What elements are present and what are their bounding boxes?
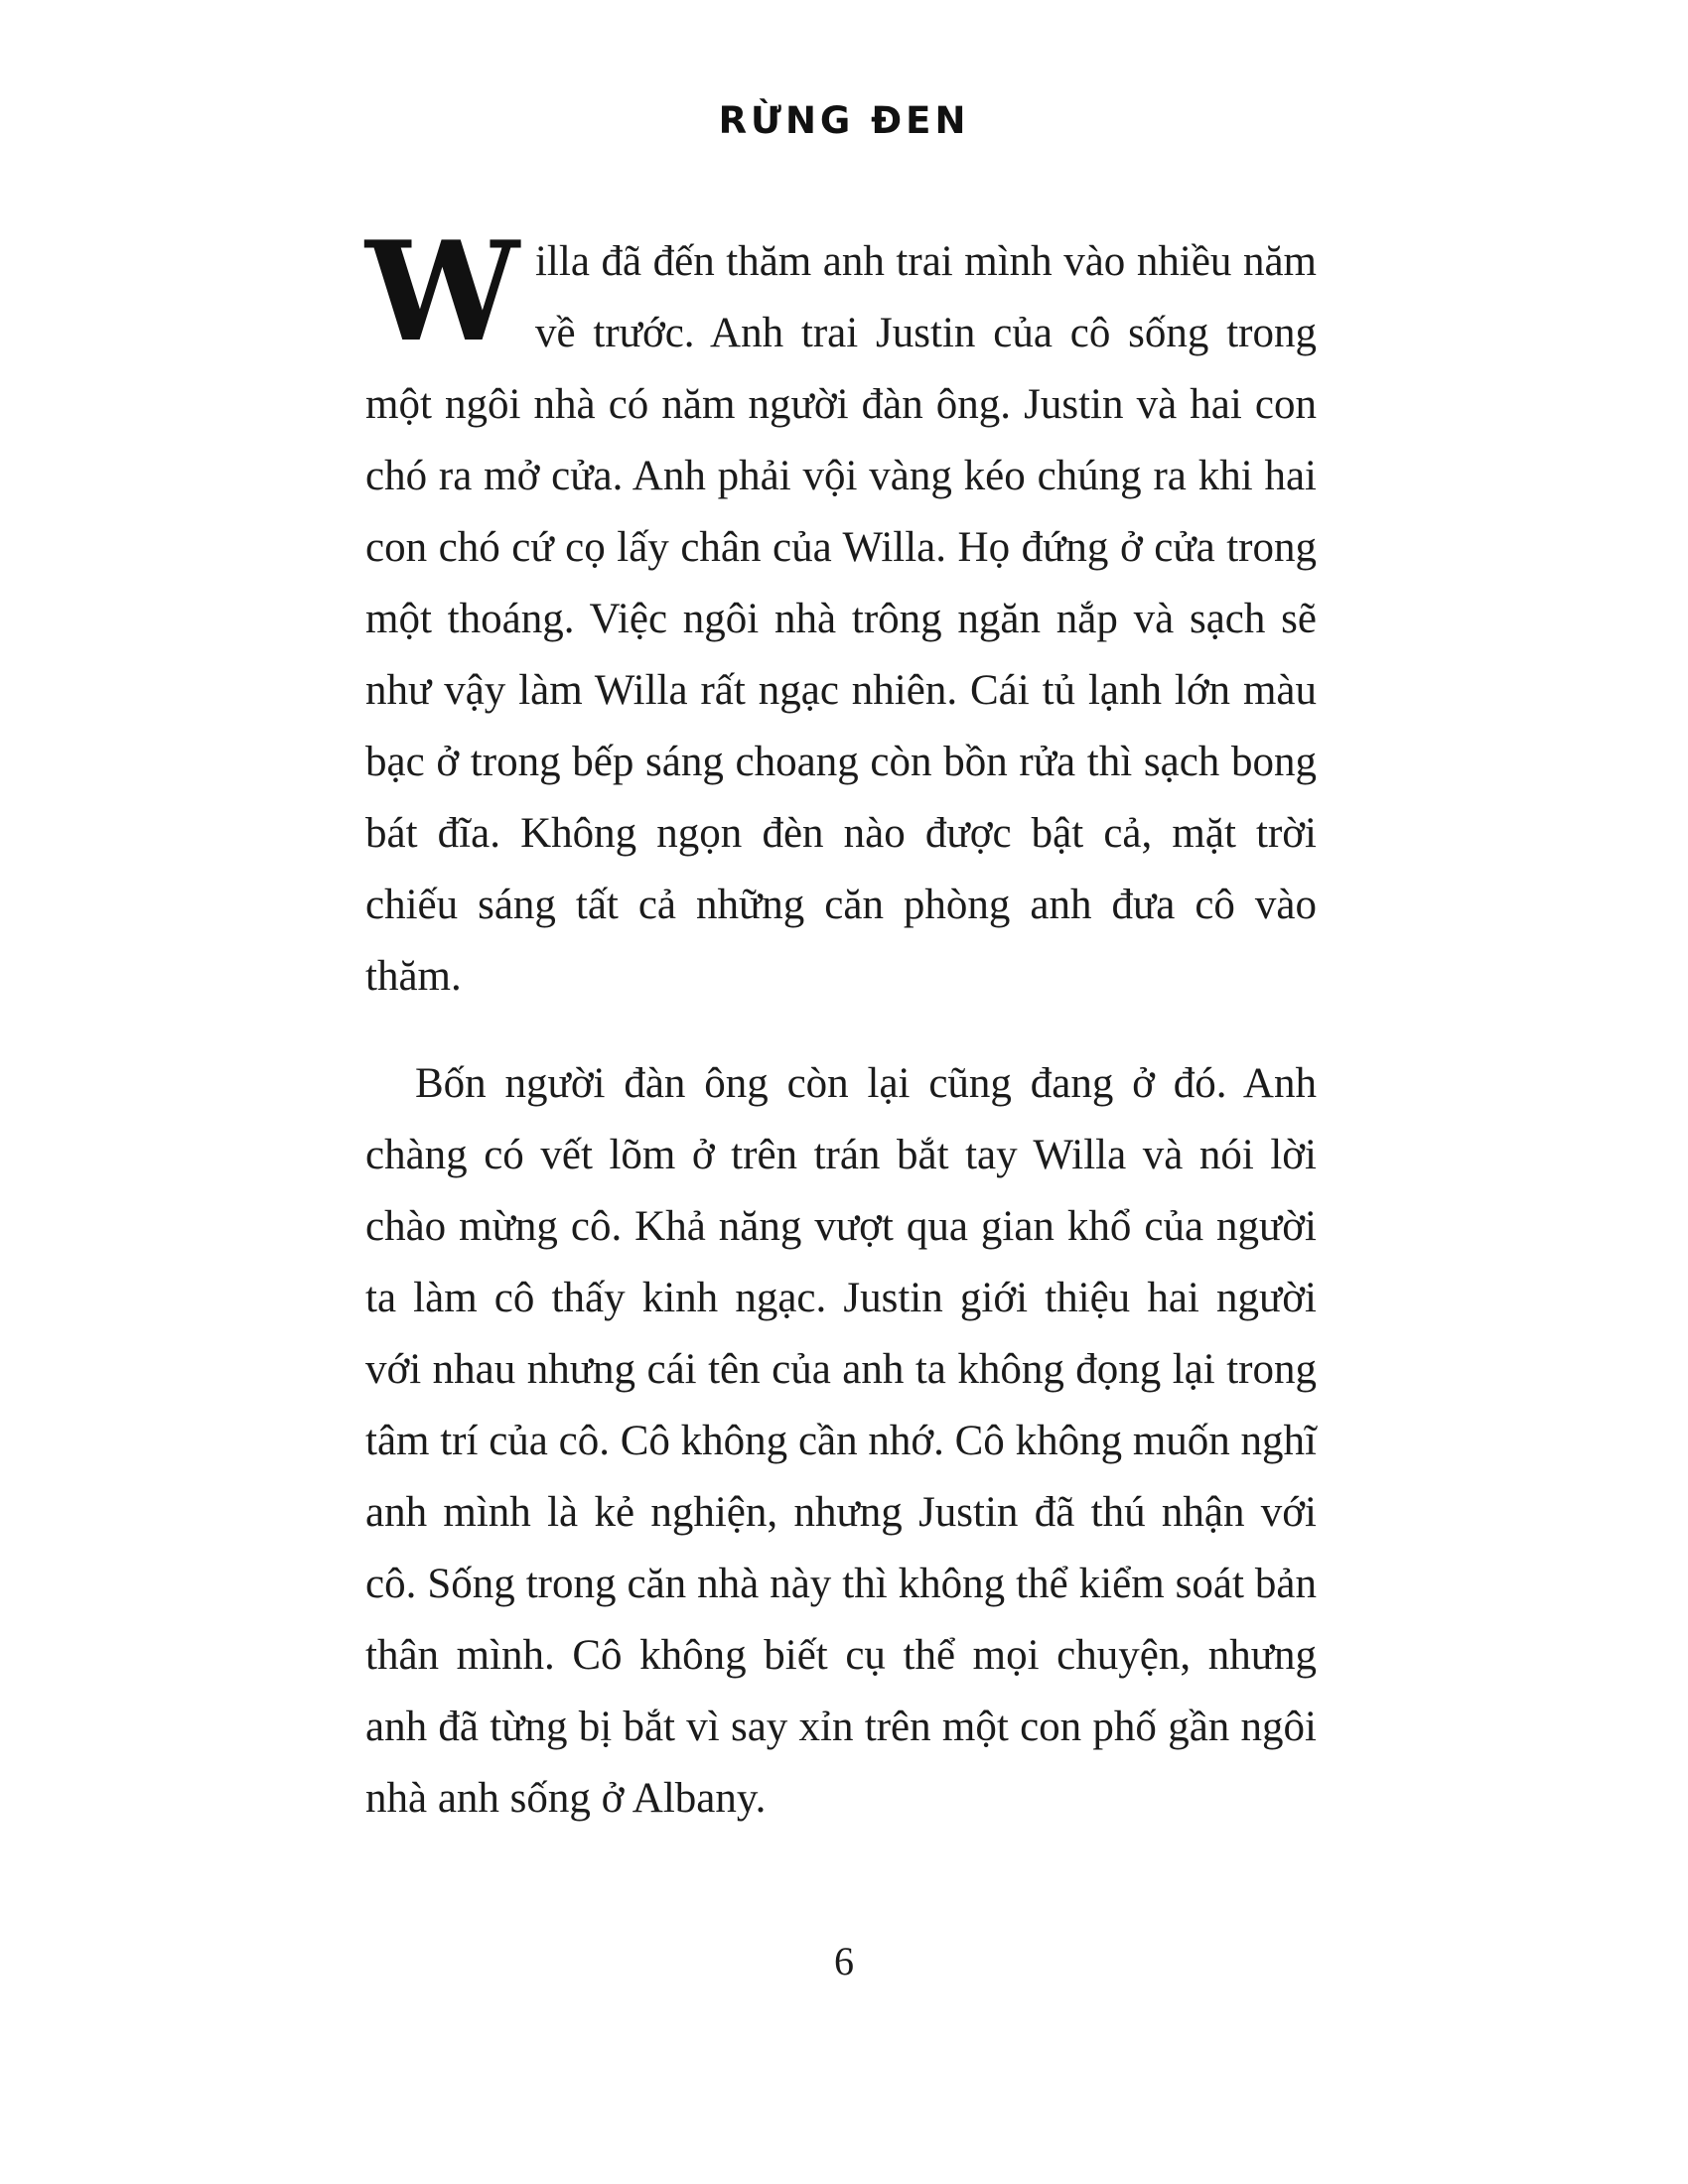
drop-cap: W	[365, 210, 519, 372]
paragraph-text: illa đã đến thăm anh trai mình vào nhiều năm về trước. Anh trai Justin của cô sống trong một ngôi nhà có năm người đàn ông. Justin và hai con chó ra mở cửa. Anh phải vội vàng kéo chúng ra khi hai con chó cứ cọ lấy chân của Willa. Họ đứng ở cửa trong một thoáng. Việc ngôi nhà trông ngăn nắp và sạch sẽ như vậy làm Willa rất ngạc nhiên. Cái tủ lạnh lớn màu bạc ở trong bếp sáng choang còn bồn rửa thì sạch bong bát đĩa. Không ngọn đèn nào được bật cả, mặt trời chiếu sáng tất cả những căn phòng anh đưa cô vào thăm.	[365, 238, 1317, 1000]
paragraph	[365, 1048, 1317, 1835]
page-number: 6	[834, 1939, 854, 1983]
page-body	[365, 210, 1317, 1835]
paragraph-text: Bốn người đàn ông còn lại cũng đang ở đó. Anh chàng có vết lõm ở trên trán bắt tay Willa và nói lời chào mừng cô. Khả năng vượt qua gian khổ của người ta làm cô thấy kinh ngạc. Justin giới thiệu hai người với nhau nhưng cái tên của anh ta không đọng lại trong tâm trí của cô. Cô không cần nhớ. Cô không muốn nghĩ anh mình là kẻ nghiện, nhưng Justin đã thú nhận với cô. Sống trong căn nhà này thì không thể kiểm soát bản thân mình. Cô không biết cụ thể mọi chuyện, nhưng anh đã từng bị bắt vì say xỉn trên một con phố gần ngôi nhà anh sống ở Albany.	[365, 1060, 1317, 1822]
page-header-title: RỪNG ĐEN	[718, 99, 970, 142]
paragraph	[365, 210, 1317, 1013]
